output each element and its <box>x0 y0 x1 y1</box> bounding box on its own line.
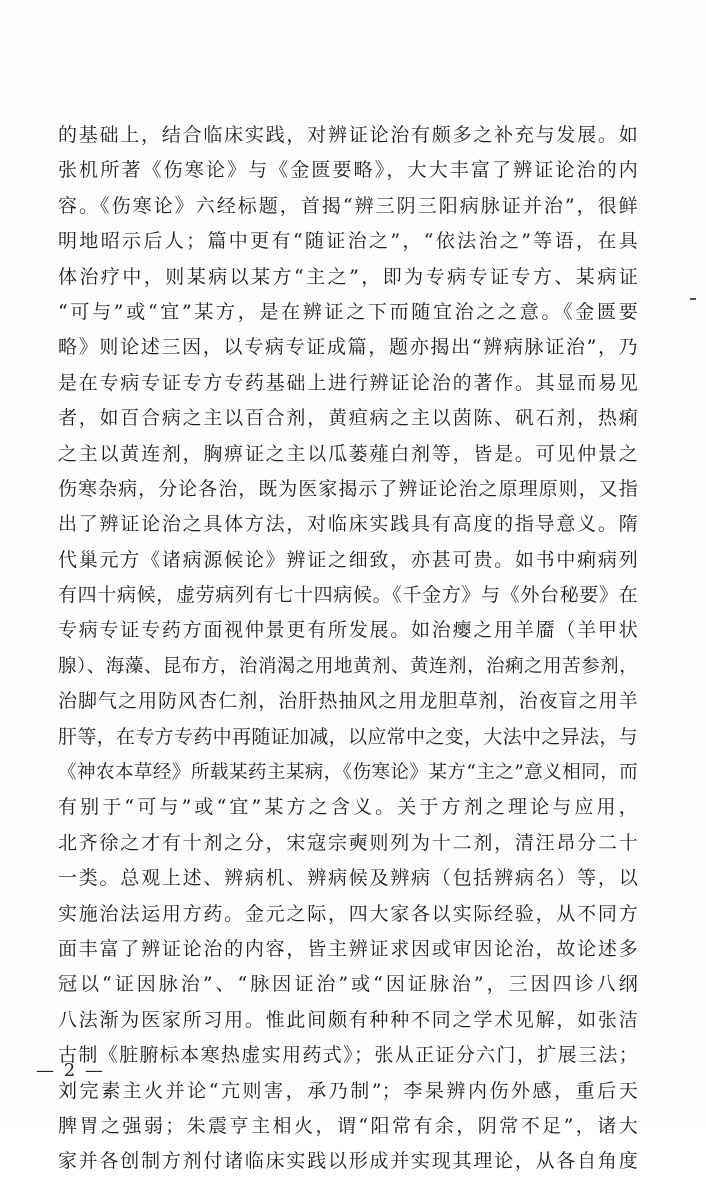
text-line: 北齐徐之才有十剂之分，宋寇宗奭则列为十二剂，清汪昂分二十 <box>58 831 638 854</box>
text-line: 腺）、海藻、昆布方，治消渴之用地黄剂、黄连剂，治痢之用苦参剂， <box>58 655 638 677</box>
text-line: 面丰富了辨证论治的内容，皆主辨证求因或审因论治，故论述多 <box>58 937 638 960</box>
text-line: 代巢元方《诸病源候论》辨证之细致，亦甚可贵。如书中痢病列 <box>58 548 638 571</box>
text-line: “可与”或“宜”某方，是在辨证之下而随宜治之之意。《金匮要 <box>58 300 638 323</box>
text-line: 肝等，在专方专药中再随证加减，以应常中之变，大法中之异法，与 <box>58 725 638 748</box>
text-line: 实施治法运用方药。金元之际，四大家各以实际经验，从不同方 <box>58 902 638 925</box>
text-line: 有别于“可与”或“宜”某方之含义。关于方剂之理论与应用， <box>58 796 638 819</box>
text-line: 者，如百合病之主以百合剂，黄疸病之主以茵陈、矾石剂，热痢 <box>58 407 638 430</box>
text-line: 伤寒杂病，分论各治，既为医家揭示了辨证论治之原理原则，又指 <box>58 477 638 500</box>
text-line: 出了辨证论治之具体方法，对临床实践具有高度的指导意义。隋 <box>58 513 638 536</box>
text-line: 古制《脏腑标本寒热虚实用药式》；张从正证分六门，扩展三法； <box>58 1044 638 1067</box>
text-line: 有四十病候，虚劳病列有七十四病候。《千金方》与《外台秘要》在 <box>58 584 638 607</box>
body-text <box>58 118 638 1180</box>
text-line: 刘完素主火并论“亢则害，承乃制”；李杲辨内伤外感，重后天 <box>58 1079 638 1102</box>
text-line: 略》则论述三因，以专病专证成篇，题亦揭出“辨病脉证治”，乃 <box>58 336 638 359</box>
text-line: 体治疗中，则某病以某方“主之”，即为专病专证专方、某病证 <box>58 265 638 288</box>
text-line: 是在专病专证专方专药基础上进行辨证论治的著作。其显而易见 <box>58 371 638 394</box>
text-line: 八法渐为医家所习用。惟此间颇有种种不同之学术见解，如张洁 <box>58 1008 638 1031</box>
text-line: 之主以黄连剂，胸痹证之主以瓜蒌薤白剂等，皆是。可见仲景之 <box>58 442 638 465</box>
text-line: 张机所著《伤寒论》与《金匮要略》，大大丰富了辨证论治的内 <box>58 159 638 182</box>
page-number: — 2 — <box>36 1060 105 1081</box>
margin-mark <box>690 298 696 300</box>
text-line: 家并各创制方剂付诸临床实践以形成并实现其理论，从各自角度 <box>58 1150 638 1173</box>
text-line: 的基础上，结合临床实践，对辨证论治有颇多之补充与发展。如 <box>58 124 638 146</box>
text-line: 专病专证专药方面视仲景更有所发展。如治瘿之用羊靥（羊甲状 <box>58 619 638 642</box>
text-line: 《神农本草经》所载某药主某病，《伤寒论》某方“主之”意义相同，而 <box>58 762 638 784</box>
text-line: 治脚气之用防风杏仁剂，治肝热抽风之用龙胆草剂，治夜盲之用羊 <box>58 690 638 713</box>
text-line: 脾胃之强弱；朱震亨主相火，谓“阳常有余，阴常不足”，诸大 <box>58 1114 638 1137</box>
text-line: 明地昭示后人；篇中更有“随证治之”，“依法治之”等语，在具 <box>58 230 638 253</box>
text-line: 冠以“证因脉治”、“脉因证治”或“因证脉治”，三因四诊八纲 <box>58 973 638 996</box>
text-line: 容。《伤寒论》六经标题，首揭“辨三阴三阳病脉证并治”，很鲜 <box>58 194 638 217</box>
text-line: 一类。总观上述、辨病机、辨病候及辨病（包括辨病名）等，以 <box>58 867 638 890</box>
